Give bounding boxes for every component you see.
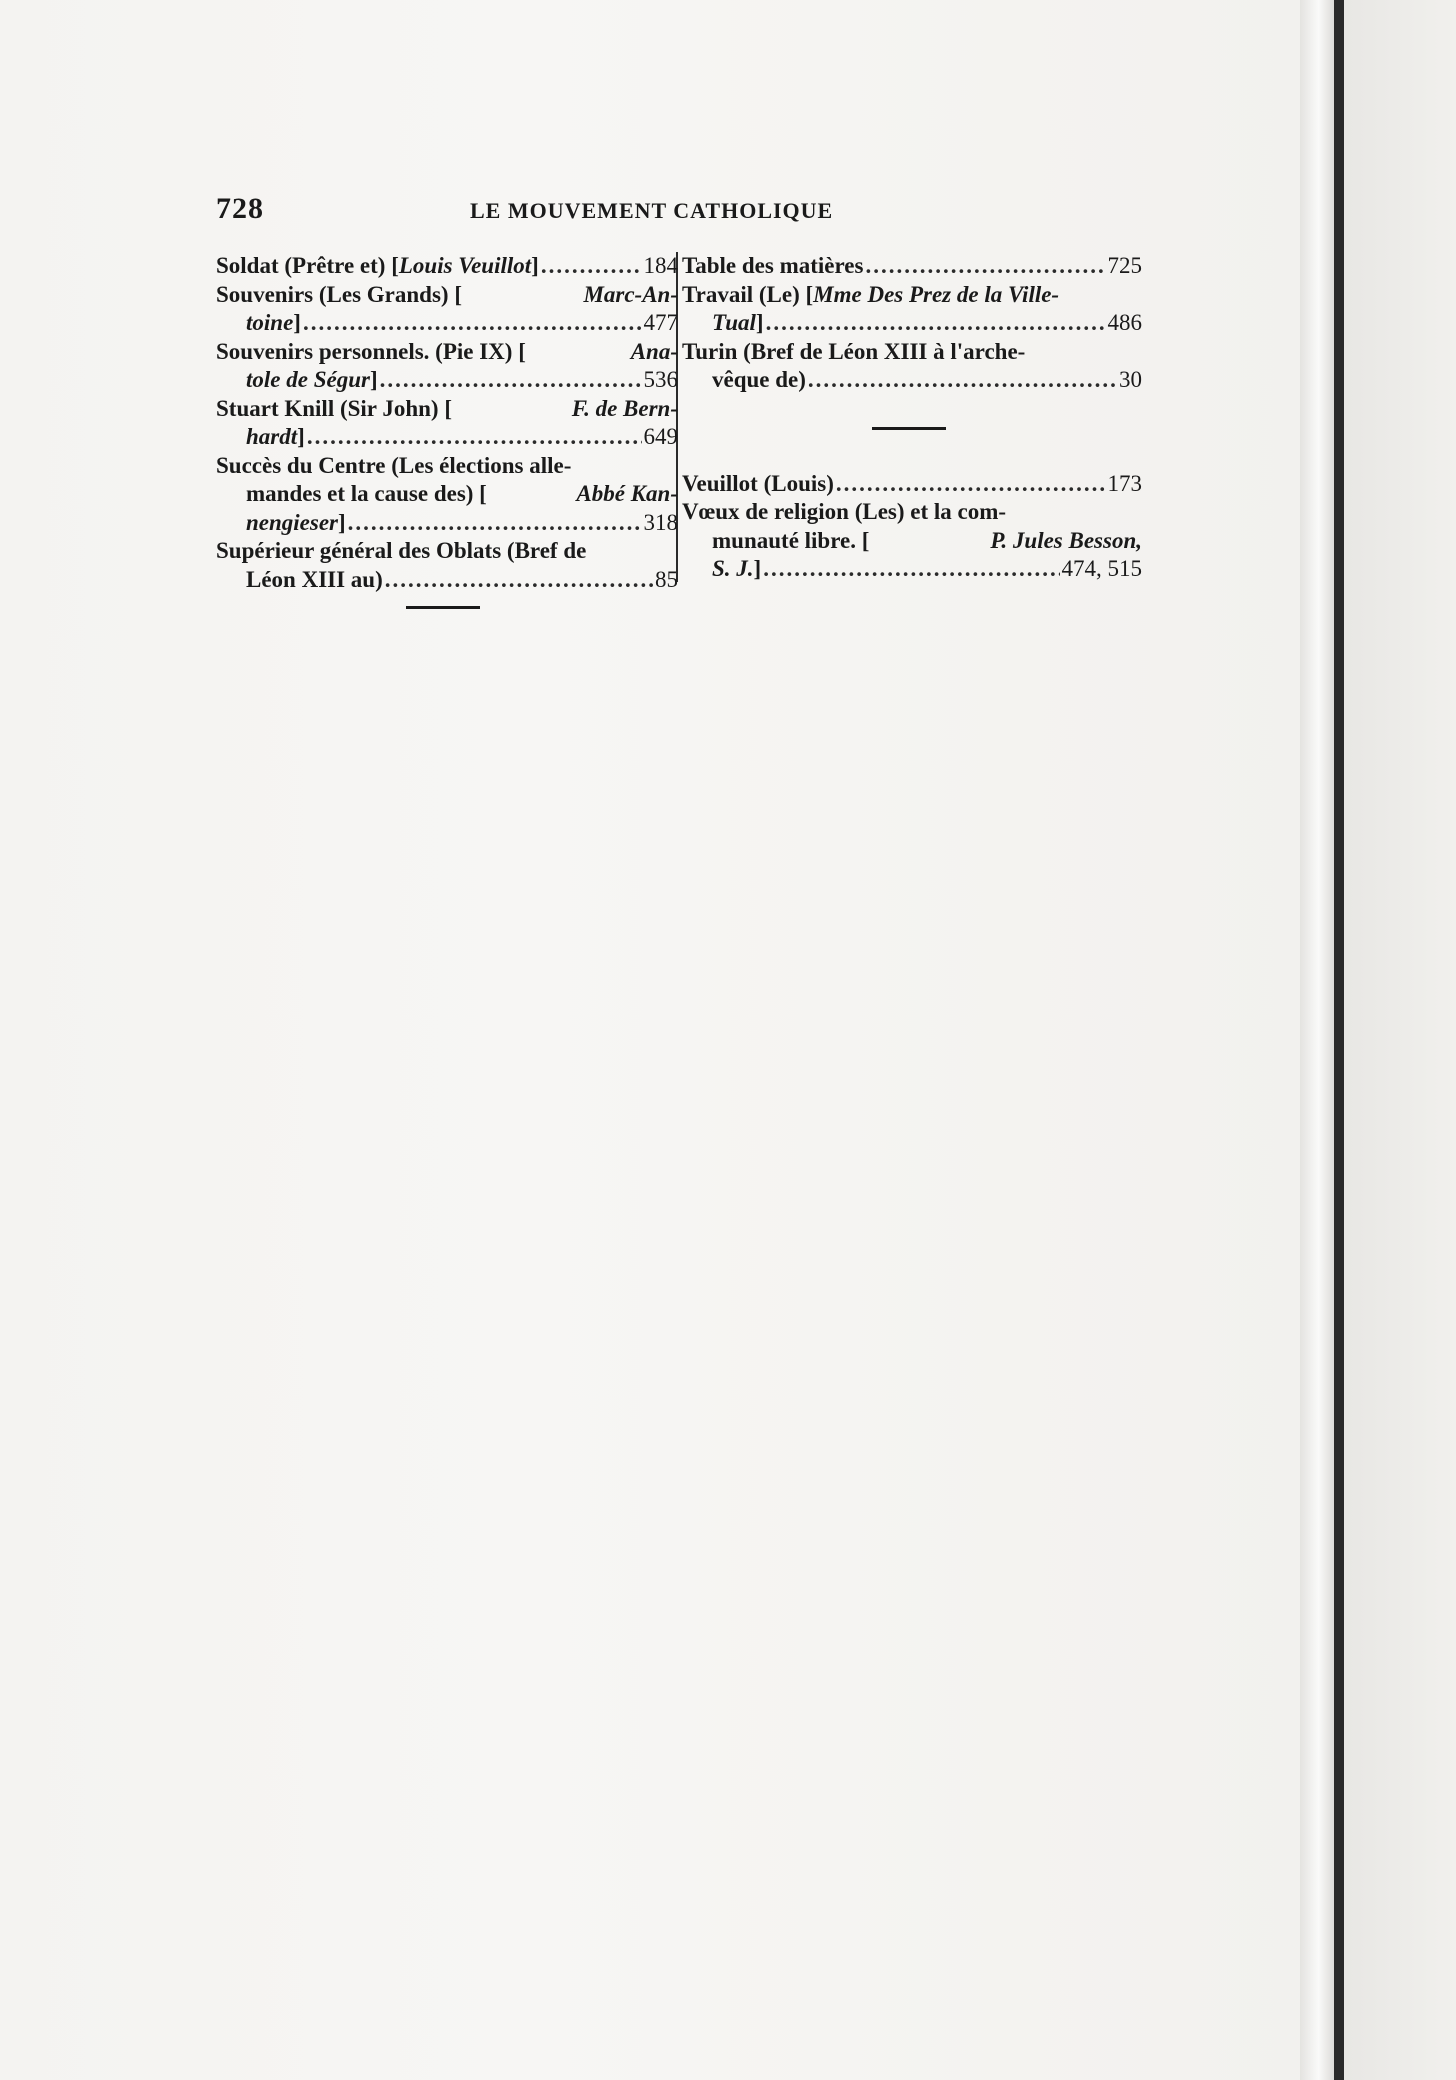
entry-author: nengieser <box>246 509 338 535</box>
index-entry <box>216 338 678 395</box>
leader-dots <box>380 366 642 395</box>
leader-dots <box>307 423 642 452</box>
entry-author: tole de Ségur <box>246 367 370 392</box>
entry-author: Ana- <box>630 338 678 364</box>
entry-page: 173 <box>1107 470 1142 496</box>
running-head <box>216 192 1146 232</box>
binding-edge <box>1334 0 1344 2080</box>
leader-dots <box>763 555 1059 584</box>
entry-title: Léon XIII au) <box>246 566 383 592</box>
entry-title: munauté libre. [ <box>712 527 870 553</box>
facing-page-edge <box>1344 0 1456 2080</box>
entry-page: 184 <box>643 253 678 278</box>
entry-title: Travail (Le) [ <box>682 281 814 307</box>
entry-author: Tual <box>712 310 756 335</box>
index-entry <box>682 281 1142 338</box>
index-entry <box>682 252 1142 281</box>
leader-dots <box>865 252 1105 281</box>
entry-bracket: ] <box>338 509 346 535</box>
index-entry <box>216 281 678 338</box>
index-entry <box>682 498 1142 584</box>
entry-page: 725 <box>1107 253 1142 278</box>
section-rule <box>406 606 480 609</box>
entry-bracket: ] <box>531 253 539 278</box>
leader-dots <box>348 509 642 538</box>
entry-title: Veuillot (Louis) <box>682 470 834 496</box>
entry-title: Soldat (Prêtre et) [ <box>216 253 399 278</box>
index-entry <box>216 252 678 281</box>
entry-author: P. Jules Besson, <box>990 527 1142 553</box>
entry-bracket: ] <box>753 556 762 581</box>
index-entry <box>216 395 678 452</box>
leader-dots <box>541 252 642 281</box>
entry-page: 486 <box>1107 310 1142 335</box>
leader-dots <box>385 566 653 595</box>
entry-title: mandes et la cause des) [ <box>246 481 487 506</box>
entry-page: 30 <box>1119 367 1142 392</box>
section-rule <box>872 427 946 430</box>
entry-title: Stuart Knill (Sir John) [ <box>216 395 452 421</box>
page-gutter <box>1300 0 1334 2080</box>
entry-bracket: ] <box>293 310 301 335</box>
entry-page: 85 <box>655 566 678 592</box>
entry-title: Succès du Centre (Les élections alle- <box>216 452 572 478</box>
entry-title: Turin (Bref de Léon XIII à l'arche- <box>682 338 1026 364</box>
entry-author: Abbé Kan- <box>576 481 678 506</box>
index-entry <box>682 338 1142 395</box>
entry-author: hardt <box>246 424 298 449</box>
running-title: LE MOUVEMENT CATHOLIQUE <box>470 198 834 223</box>
entry-title: Vœux de religion (Les) et la com- <box>682 499 1007 524</box>
entry-bracket: ] <box>297 424 305 449</box>
index-entry <box>216 452 678 538</box>
entry-author: Marc-An- <box>583 281 678 307</box>
entry-author: toine <box>246 310 294 335</box>
index-entry <box>216 537 678 594</box>
entry-page: 649 <box>643 424 678 449</box>
entry-bracket: ] <box>369 367 378 392</box>
leader-dots <box>766 309 1106 338</box>
index-column-right <box>682 252 1142 584</box>
entry-author: S. J. <box>712 556 754 581</box>
entry-bracket: ] <box>755 310 764 335</box>
entry-page: 474, 515 <box>1061 556 1142 581</box>
entry-title: vêque de) <box>712 367 806 392</box>
entry-author: Louis Veuillot <box>398 253 532 278</box>
entry-page: 318 <box>643 509 678 535</box>
entry-page: 536 <box>643 367 678 392</box>
entry-title: Souvenirs personnels. (Pie IX) [ <box>216 338 526 364</box>
index-entry <box>682 470 1142 499</box>
index-column-left <box>216 252 678 609</box>
entry-title: Souvenirs (Les Grands) [ <box>216 281 462 307</box>
entry-page: 477 <box>643 310 678 335</box>
leader-dots <box>836 470 1106 499</box>
entry-author: Mme Des Prez de la Ville- <box>813 281 1060 307</box>
entry-title: Table des matières <box>682 253 864 278</box>
entry-title: Supérieur général des Oblats (Bref de <box>216 538 587 563</box>
entry-author: F. de Bern- <box>571 395 678 421</box>
leader-dots <box>303 309 642 338</box>
leader-dots <box>808 366 1117 395</box>
page-number: 728 <box>216 192 264 225</box>
